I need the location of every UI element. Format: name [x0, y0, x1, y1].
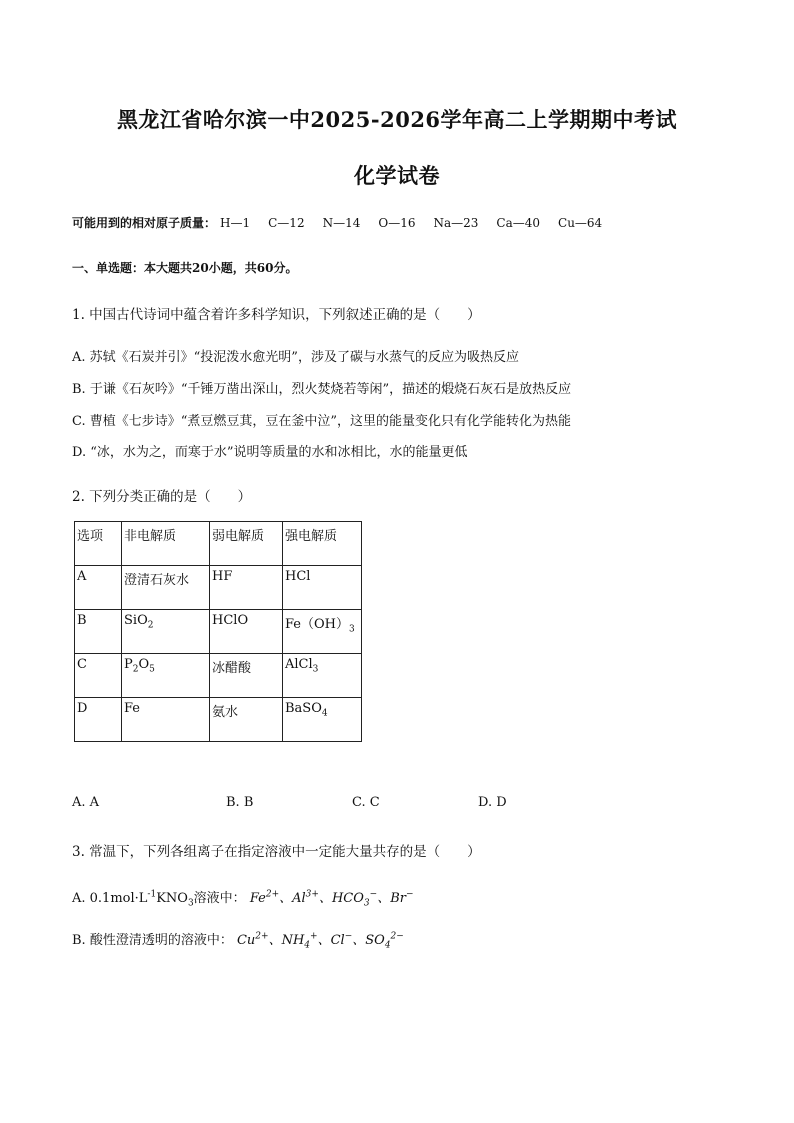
table-cell: D: [75, 698, 122, 742]
question-1-option-a: A. 苏轼《石炭并引》“投泥泼水愈光明”，涉及了碳与水蒸气的反应为吸热反应: [72, 350, 519, 365]
section-heading: 一、单选题：本大题共20小题，共60分。: [72, 261, 298, 275]
question-2-answer-a: A. A: [72, 795, 100, 810]
question-3-option-b: B. 酸性澄清透明的溶液中： $Cu^{2+}$、$NH_4^+$、Cl−、$SO_4^{2-}$: [72, 931, 404, 951]
table-cell: SiO$_2$: [122, 610, 210, 654]
table-cell: 澄清石灰水: [122, 566, 210, 610]
ion-list: $Cu^{2+}$、$NH_4^+$、Cl−、$SO_4^{2-}$: [236, 931, 404, 951]
table-header-row: [75, 522, 362, 566]
table-cell: HClO: [210, 610, 283, 654]
table-cell: B: [75, 610, 122, 654]
table-cell: Fe: [122, 698, 210, 742]
table-cell: HCl: [283, 566, 362, 610]
atomic-mass-item: O—16: [378, 216, 416, 230]
question-1-option-c: C. 曹植《七步诗》“煮豆燃豆萁，豆在釜中泣”，这里的能量变化只有化学能转化为热能: [72, 414, 572, 429]
table-cell: BaSO$_4$: [283, 698, 362, 742]
question-1-option-d: D. “冰，水为之，而寒于水”说明等质量的水和冰相比，水的能量更低: [72, 445, 468, 460]
exam-subtitle: 化学试卷: [354, 163, 440, 188]
atomic-mass-item: Ca—40: [496, 216, 541, 230]
table-cell: A: [75, 566, 122, 610]
table-cell: $P_2O_5$: [122, 654, 210, 698]
atomic-mass-item: Cu—64: [558, 216, 603, 230]
atomic-mass-label: 可能用到的相对原子质量：: [72, 216, 217, 230]
question-2-stem: 2. 下列分类正确的是（ ）: [72, 489, 252, 505]
question-1-stem: 1. 中国古代诗词中蕴含着许多科学知识，下列叙述正确的是（ ）: [72, 307, 481, 323]
table-cell: AlCl$_3$: [283, 654, 362, 698]
atomic-mass-item: H—1: [220, 216, 251, 230]
table-header-cell: 选项: [75, 522, 122, 566]
question-3-stem: 3. 常温下，下列各组离子在指定溶液中一定能大量共存的是（ ）: [72, 844, 481, 860]
table-cell: C: [75, 654, 122, 698]
table-cell: 氨水: [210, 698, 283, 742]
atomic-mass-item: N—14: [322, 216, 361, 230]
classification-table: [74, 521, 362, 742]
question-count: 20: [192, 261, 209, 275]
question-3-option-a: A. $0.1mol\cdot L^{-1}KNO_3$溶液中： $Fe^{2+}$、$Al^{3+}$、$HCO_3^-$、Br−: [72, 889, 414, 909]
question-2-answer-b: B. B: [226, 795, 254, 810]
table-row: [75, 610, 362, 654]
atomic-mass-item: C—12: [268, 216, 305, 230]
table-cell: HF: [210, 566, 283, 610]
atomic-mass-item: Na—23: [433, 216, 479, 230]
table-header-cell: 弱电解质: [210, 522, 283, 566]
table-row: [75, 654, 362, 698]
table-row: [75, 566, 362, 610]
ion-list: $Fe^{2+}$、$Al^{3+}$、$HCO_3^-$、Br−: [249, 889, 414, 909]
atomic-mass-line: [72, 214, 602, 231]
table-row: [75, 698, 362, 742]
section-score: 60: [256, 261, 274, 275]
question-2-answer-c: C. C: [352, 795, 380, 810]
table-cell: $Fe(OH)_3$: [283, 610, 362, 654]
table-header-cell: 强电解质: [283, 522, 362, 566]
exam-title: 黑龙江省哈尔滨一中2025-2026学年高二上学期期中考试: [116, 107, 678, 132]
table-cell: 冰醋酸: [210, 654, 283, 698]
question-2-answer-d: D. D: [478, 795, 507, 810]
table-header-cell: 非电解质: [122, 522, 210, 566]
question-1-option-b: B. 于谦《石灰吟》“千锤万凿出深山，烈火焚烧若等闲”，描述的煅烧石灰石是放热反应: [72, 382, 572, 397]
